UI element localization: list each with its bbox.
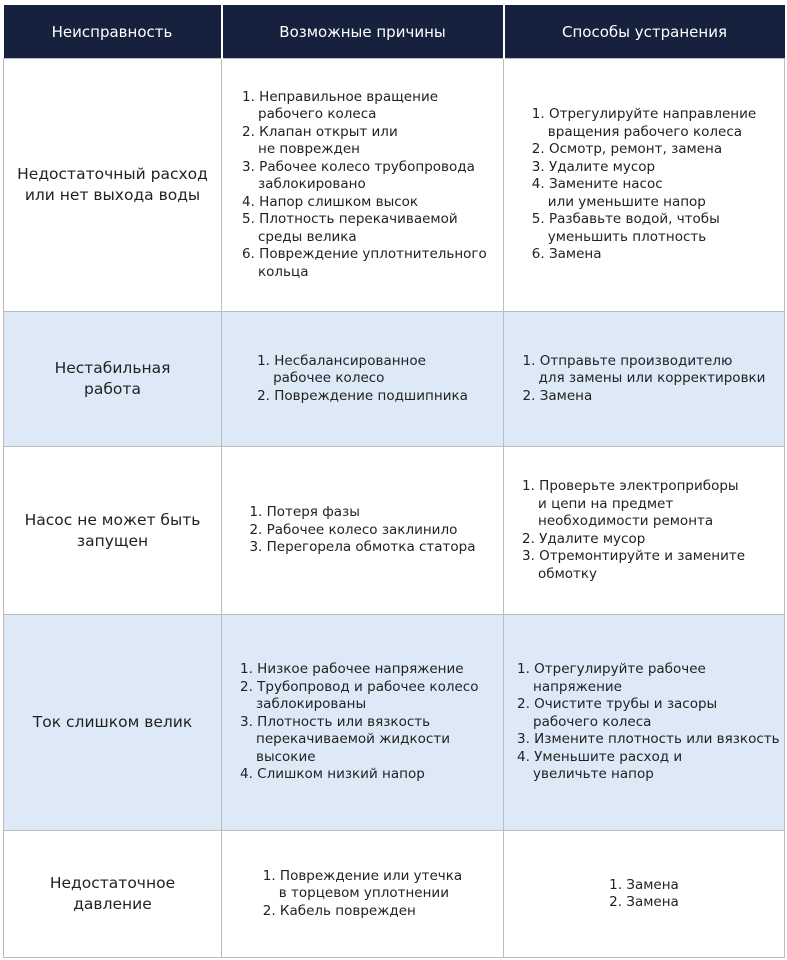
remedies-box <box>504 478 784 583</box>
fault-cell <box>4 447 222 615</box>
remedies-cell <box>504 312 785 447</box>
causes-cell <box>222 59 504 312</box>
fault-text: Недостаточное <box>49 874 176 892</box>
list-item <box>242 124 487 159</box>
list-item-text: 2. Замена <box>522 387 593 404</box>
list-item-continuation: рабочее колесо <box>273 370 385 387</box>
list-item-continuation: заблокировано <box>258 176 366 193</box>
list-item-text: 4. Уменьшите расход и <box>517 748 683 765</box>
list-item-text: 6. Повреждение уплотнительного <box>242 246 487 263</box>
list-item <box>532 159 756 177</box>
list-item-continuation: напряжение <box>533 678 622 695</box>
fault-cell <box>4 59 222 312</box>
list-item <box>523 388 766 406</box>
fault-text: Ток слишком велик <box>32 713 193 731</box>
remedies-list <box>532 106 756 264</box>
list-item-continuation: для замены или корректировки <box>538 370 766 387</box>
causes-list <box>240 661 478 784</box>
list-item <box>263 903 462 921</box>
remedies-cell <box>504 615 785 831</box>
list-item-text: 1. Потеря фазы <box>249 504 360 521</box>
fault-text: или нет выхода воды <box>24 186 201 204</box>
fault-text: работа <box>84 380 141 398</box>
list-item <box>242 194 487 212</box>
list-item <box>522 478 745 531</box>
table-body <box>4 59 785 958</box>
table-row <box>4 312 785 447</box>
troubleshooting-table <box>3 5 785 958</box>
list-item-text: 2. Осмотр, ремонт, замена <box>531 141 723 158</box>
fault-text: Насос не может быть <box>24 510 201 529</box>
fault-text: запущен <box>76 531 149 550</box>
list-item-text: 4. Слишком низкий напор <box>240 766 425 783</box>
list-item-text: 1. Замена <box>609 876 679 893</box>
remedies-list <box>517 661 780 784</box>
list-item-continuation: в торцевом уплотнении <box>278 885 449 902</box>
list-item-continuation: среды велика <box>258 228 357 245</box>
list-item-text: 2. Клапан открыт или <box>242 123 398 140</box>
list-item-text: 1. Неправильное вращение <box>242 88 439 105</box>
fault-text: Недостаточный расход <box>17 165 208 183</box>
list-item <box>242 246 487 281</box>
list-item-text: 3. Плотность или вязкость <box>240 713 431 730</box>
causes-box <box>222 353 503 406</box>
table-row <box>4 831 785 958</box>
troubleshooting-table-wrapper <box>3 5 784 958</box>
list-item <box>240 766 478 784</box>
list-item-text: 1. Низкое рабочее напряжение <box>240 661 464 678</box>
list-item <box>249 504 475 522</box>
causes-list <box>242 89 487 282</box>
list-item <box>517 731 780 749</box>
causes-cell <box>222 615 504 831</box>
list-item <box>532 211 756 246</box>
list-item-continuation: и цепи на предмет <box>538 495 674 512</box>
table-row <box>4 447 785 615</box>
list-item <box>609 894 679 912</box>
table-row <box>4 615 785 831</box>
fault-text: давление <box>73 895 152 913</box>
list-item-text: 3. Измените плотность или вязкость <box>517 731 780 748</box>
remedies-box <box>504 353 784 406</box>
list-item <box>532 141 756 159</box>
list-item-continuation: вращения рабочего колеса <box>547 123 743 140</box>
remedies-box <box>504 661 784 784</box>
list-item-text: 1. Несбалансированное <box>257 352 426 369</box>
list-item-text: 6. Замена <box>531 246 602 263</box>
list-item-text: 1. Повреждение или утечка <box>262 867 463 884</box>
list-item-text: 2. Удалите мусор <box>522 530 646 547</box>
list-item <box>263 868 462 903</box>
list-item-continuation: рабочего колеса <box>533 713 652 730</box>
list-item-continuation: необходимости ремонта <box>538 513 714 529</box>
list-item-continuation: или уменьшите напор <box>547 193 706 210</box>
list-item-continuation: высокие <box>256 748 316 765</box>
list-item <box>240 714 478 767</box>
list-item-text: 5. Плотность перекачиваемой <box>242 211 458 228</box>
causes-box <box>222 89 503 282</box>
list-item-text: 3. Удалите мусор <box>531 158 656 175</box>
list-item <box>257 353 468 388</box>
list-item-text: 1. Отрегулируйте рабочее <box>517 661 706 678</box>
list-item-text: 2. Рабочее колесо заклинило <box>249 521 458 538</box>
list-item-text: 2. Очистите трубы и засоры <box>517 696 718 713</box>
list-item <box>240 679 478 714</box>
list-item <box>249 522 475 540</box>
list-item <box>532 176 756 211</box>
table-row <box>4 59 785 312</box>
list-item-continuation: обмотку <box>538 565 598 582</box>
list-item-continuation: перекачиваемой жидкости <box>256 731 450 748</box>
list-item <box>517 749 780 784</box>
list-item-text: 1. Отправьте производителю <box>522 352 733 369</box>
header-row <box>4 5 785 59</box>
list-item <box>522 531 745 549</box>
list-item <box>242 89 487 124</box>
remedies-cell <box>504 831 785 958</box>
remedies-box <box>504 106 784 264</box>
fault-cell <box>4 831 222 958</box>
list-item-text: 5. Разбавьте водой, чтобы <box>531 211 720 228</box>
causes-cell <box>222 831 504 958</box>
list-item <box>517 696 780 731</box>
list-item-continuation: кольца <box>258 263 309 280</box>
causes-cell <box>222 447 504 615</box>
list-item-continuation: заблокированы <box>256 696 367 713</box>
list-item <box>532 246 756 264</box>
list-item-text: 1. Отрегулируйте направление <box>531 106 757 123</box>
remedies-list <box>609 877 679 912</box>
causes-list <box>257 353 468 406</box>
list-item-text: 2. Трубопровод и рабочее колесо <box>240 678 479 695</box>
list-item-text: 3. Перегорела обмотка статора <box>249 539 476 556</box>
list-item-continuation: не поврежден <box>258 141 360 158</box>
causes-list <box>263 868 462 921</box>
remedies-cell <box>504 59 785 312</box>
causes-cell <box>222 312 504 447</box>
list-item-text: 4. Напор слишком высок <box>242 193 419 210</box>
remedies-box <box>504 877 784 912</box>
list-item-text: 1. Проверьте электроприборы <box>522 478 739 494</box>
list-item <box>532 106 756 141</box>
remedies-list <box>523 353 766 406</box>
remedies-list <box>522 478 745 583</box>
header-fault: Неисправность <box>4 5 222 59</box>
list-item-text: 2. Повреждение подшипника <box>257 387 468 404</box>
list-item <box>242 211 487 246</box>
list-item <box>242 159 487 194</box>
list-item-text: 2. Кабель поврежден <box>262 902 416 919</box>
remedies-cell <box>504 447 785 615</box>
list-item-text: 4. Замените насос <box>531 176 663 193</box>
fault-text: Нестабильная <box>54 359 171 377</box>
list-item <box>609 877 679 895</box>
header-causes: Возможные причины <box>222 5 504 59</box>
list-item <box>257 388 468 406</box>
list-item-text: 3. Отремонтируйте и замените <box>522 548 746 564</box>
list-item <box>523 353 766 388</box>
causes-box <box>222 661 503 784</box>
list-item <box>517 661 780 696</box>
list-item-continuation: рабочего колеса <box>258 106 377 123</box>
header-remedies: Способы устранения <box>504 5 785 59</box>
fault-cell <box>4 615 222 831</box>
causes-box <box>222 868 503 921</box>
list-item-continuation: увеличьте напор <box>533 766 654 783</box>
list-item <box>249 539 475 557</box>
list-item-text: 3. Рабочее колесо трубопровода <box>242 158 475 175</box>
causes-box <box>222 504 503 557</box>
list-item-text: 2. Замена <box>609 894 679 910</box>
fault-cell <box>4 312 222 447</box>
list-item-continuation: уменьшить плотность <box>547 228 707 245</box>
list-item <box>240 661 478 679</box>
causes-list <box>249 504 475 557</box>
list-item <box>522 548 745 583</box>
